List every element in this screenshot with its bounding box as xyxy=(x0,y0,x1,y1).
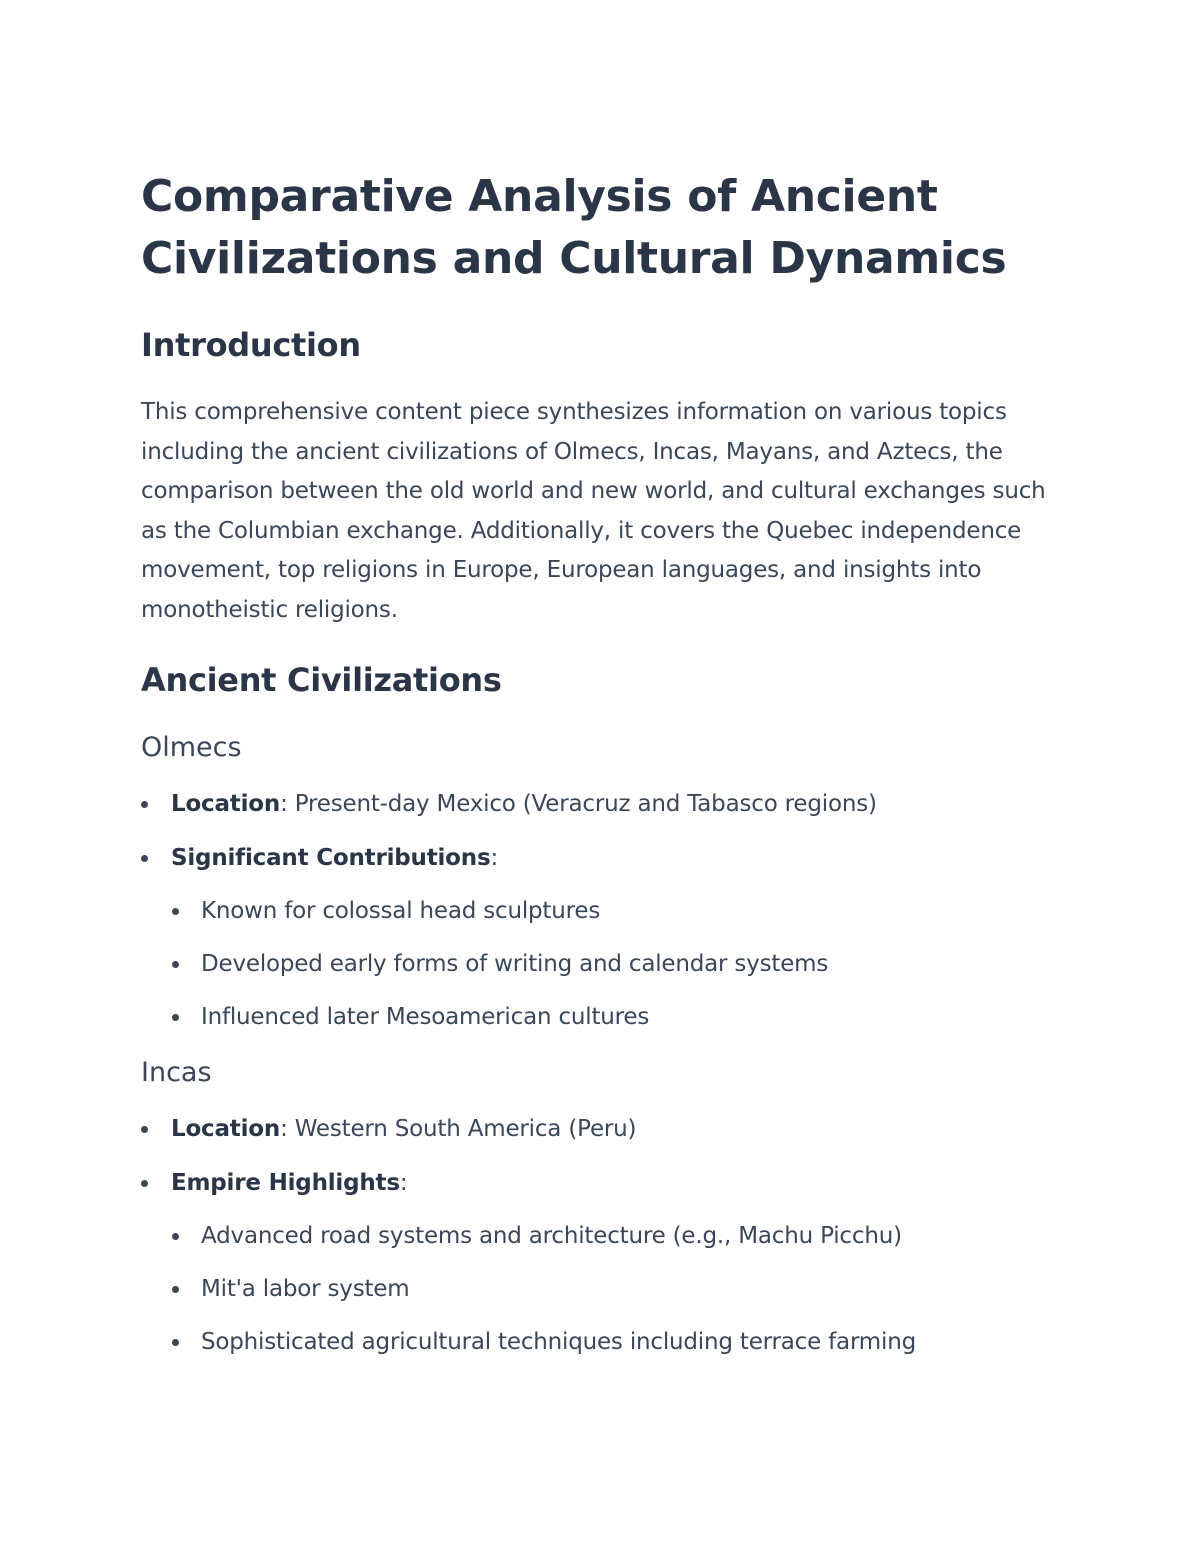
list-item xyxy=(141,895,1071,927)
bullet-icon xyxy=(141,1180,148,1187)
bullet-icon xyxy=(172,1233,179,1240)
list-item-value: : Present-day Mexico (Veracruz and Tabasco regions) xyxy=(280,791,877,817)
bullet-icon xyxy=(172,961,179,968)
list-item-text: Known for colossal head sculptures xyxy=(201,898,601,924)
list-item xyxy=(141,788,1071,820)
incas-heading: Incas xyxy=(141,1057,212,1088)
document-title: Comparative Analysis of Ancient Civilizations and Cultural Dynamics xyxy=(141,171,1007,284)
bullet-icon xyxy=(172,1014,179,1021)
document-page xyxy=(141,166,1071,1358)
olmecs-contributions-list xyxy=(141,895,1071,1033)
ancient-civilizations-heading: Ancient Civilizations xyxy=(141,661,502,699)
olmecs-list xyxy=(141,788,1071,874)
list-item-text: Influenced later Mesoamerican cultures xyxy=(201,1004,650,1030)
bullet-icon xyxy=(172,908,179,915)
list-item xyxy=(141,1167,1071,1199)
list-item xyxy=(141,1326,1071,1358)
list-item xyxy=(141,1273,1071,1305)
incas-highlights-list xyxy=(141,1220,1071,1358)
incas-list xyxy=(141,1113,1071,1199)
olmecs-heading: Olmecs xyxy=(141,732,242,763)
list-item-value: : xyxy=(399,1170,408,1196)
list-item xyxy=(141,842,1071,874)
bullet-icon xyxy=(141,1126,148,1133)
bullet-icon xyxy=(172,1339,179,1346)
bullet-icon xyxy=(141,801,148,808)
list-item xyxy=(141,948,1071,980)
list-item-text: Sophisticated agricultural techniques including terrace farming xyxy=(201,1329,916,1355)
introduction-heading: Introduction xyxy=(141,326,361,364)
bullet-icon xyxy=(172,1286,179,1293)
list-item xyxy=(141,1220,1071,1252)
list-item-value: : Western South America (Peru) xyxy=(280,1116,637,1142)
list-item xyxy=(141,1001,1071,1033)
introduction-paragraph: This comprehensive content piece synthesizes information on various topics including the ancient civilizations of Olmecs, Incas, Mayans, and Aztecs, the comparison between the old world and new world, and cultural exchanges such as the Columbian exchange. Additionally, it covers the Quebec independence movement, top religions in Europe, European languages, and insights into monotheistic religions. xyxy=(141,399,1046,623)
list-item-text: Advanced road systems and architecture (e.g., Machu Picchu) xyxy=(201,1223,902,1249)
list-item-label: Location xyxy=(171,791,281,817)
bullet-icon xyxy=(141,855,148,862)
list-item-value: : xyxy=(490,845,499,871)
list-item-label: Significant Contributions xyxy=(171,845,491,871)
list-item-label: Empire Highlights xyxy=(171,1170,400,1196)
list-item xyxy=(141,1113,1071,1145)
list-item-label: Location xyxy=(171,1116,281,1142)
list-item-text: Developed early forms of writing and calendar systems xyxy=(201,951,829,977)
list-item-text: Mit'a labor system xyxy=(201,1276,410,1302)
